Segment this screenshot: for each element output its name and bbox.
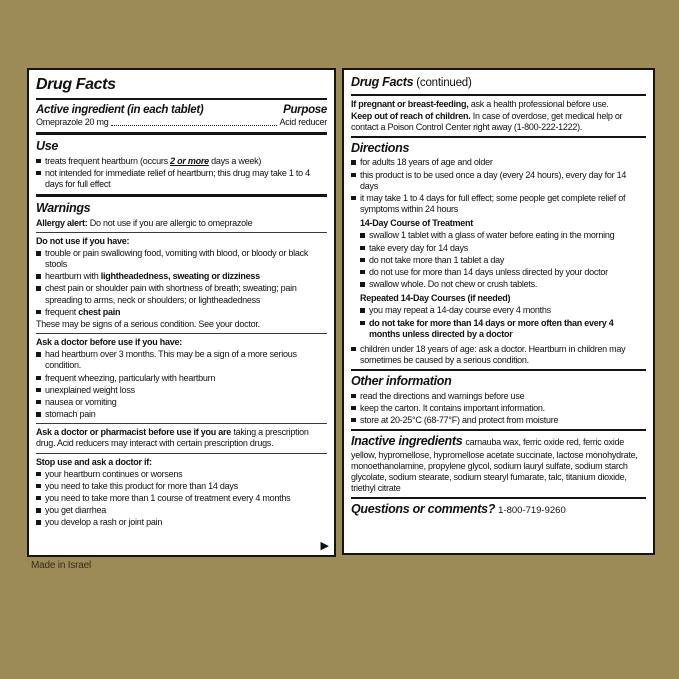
bullet-square-icon: [36, 469, 45, 480]
ingredient-purpose: Acid reducer: [279, 117, 327, 128]
bullet-item: [351, 170, 646, 192]
bullet-text: stomach pain: [45, 409, 96, 420]
keep-out-of-reach-text: Keep out of reach of children. In case of overdose, get medical help or contact a Poison Control Center right away (1-800-222-1222).: [351, 110, 623, 132]
continued-arrow-icon: ▶: [320, 540, 329, 552]
bullet-text: frequent chest pain: [45, 306, 121, 317]
bullet-item: [351, 403, 646, 414]
section-divider: [36, 194, 327, 197]
bullet-item: [360, 305, 646, 316]
ask-doctor-lead: Ask a doctor before use if you have:: [36, 337, 183, 348]
other-information-bullets: [351, 391, 646, 426]
bullet-text: frequent wheezing, particularly with heartburn: [45, 372, 216, 383]
section-divider: [351, 136, 646, 138]
bullet-text: take every day for 14 days: [369, 242, 469, 253]
stop-use-bullets: [36, 469, 327, 529]
other-information-heading: Other information: [351, 374, 452, 389]
bullet-text: store at 20-25°C (68-77°F) and protect from moisture: [360, 414, 559, 425]
section-divider: [36, 132, 327, 135]
bullet-text: you develop a rash or joint pain: [45, 517, 163, 528]
children-bullet: [351, 344, 646, 366]
bullet-item: [36, 505, 327, 516]
bullet-text: do not use for more than 14 days unless directed by your doctor: [369, 266, 608, 277]
bullet-square-icon: [36, 505, 45, 516]
bullet-square-icon: [36, 271, 45, 282]
subsection-divider: [36, 453, 327, 454]
bullet-text: your heartburn continues or worsens: [45, 468, 183, 479]
bullet-square-icon: [360, 230, 369, 241]
questions-para: [351, 502, 646, 518]
use-heading: Use: [36, 139, 59, 154]
course-subsection: [360, 218, 646, 340]
bullet-item: [360, 318, 646, 340]
bullet-square-icon: [36, 307, 45, 318]
bullet-square-icon: [36, 283, 45, 305]
bullet-item: [360, 279, 646, 290]
bullet-item: [36, 373, 327, 384]
bullet-item: [36, 156, 327, 167]
bullet-text: treats frequent heartburn (occurs 2 or more days a week): [45, 155, 262, 166]
pregnancy-warning-text: If pregnant or breast-feeding, ask a health professional before use.: [351, 98, 609, 109]
bullet-item: [36, 397, 327, 408]
bullet-item: [36, 469, 327, 480]
inactive-ingredients-text: carnauba wax, ferric oxide red, ferric oxide yellow, hypromellose, hypromellose acetate succinate, lactose monohydrate, monoethanolamine, propylene glycol, sodium lauryl sulfate, sodium starch glycolate, sodium stearate, sodium stearyl fumarate, talc, titanium dioxide, triethyl citrate: [351, 437, 638, 494]
bullet-item: [351, 391, 646, 402]
bullet-item: [36, 271, 327, 282]
bullet-text: you may repeat a 14-day course every 4 months: [369, 305, 551, 316]
bullet-item: [360, 230, 646, 241]
bullet-item: [351, 193, 646, 215]
bullet-square-icon: [351, 403, 360, 414]
drug-facts-continued-title-main: Drug Facts: [351, 75, 414, 89]
bullet-square-icon: [36, 397, 45, 408]
bullet-text: chest pain or shoulder pain with shortness of breath; sweating; pain spreading to arms, neck or shoulders; or lightheadedness: [45, 283, 297, 305]
use-bullets: [36, 156, 327, 190]
do-not-use-lead: Do not use if you have:: [36, 235, 130, 246]
bullet-item: [36, 481, 327, 492]
bullet-item: [360, 267, 646, 278]
bullet-item: [360, 243, 646, 254]
bullet-square-icon: [36, 248, 45, 270]
bullet-item: [351, 344, 646, 366]
made-in-label: Made in Israel: [31, 560, 92, 571]
bullet-square-icon: [360, 305, 369, 316]
directions-bullets: [351, 157, 646, 215]
bullet-square-icon: [351, 391, 360, 402]
bullet-text: heartburn with lightheadedness, sweating or dizziness: [45, 271, 260, 282]
bullet-text: children under 18 years of age: ask a doctor. Heartburn in children may sometimes be caused by a serious condition.: [360, 343, 626, 365]
subsection-divider: [36, 232, 327, 233]
bullet-square-icon: [360, 318, 369, 340]
bullet-square-icon: [351, 193, 360, 215]
bullet-item: [36, 409, 327, 420]
active-ingredient-row: [36, 117, 327, 128]
bullet-square-icon: [36, 517, 45, 528]
section-divider: [36, 98, 327, 100]
do-not-use-footer: These may be signs of a serious condition. See your doctor.: [36, 318, 260, 329]
drug-facts-panel-left: [27, 68, 336, 557]
bullet-text: had heartburn over 3 months. This may be a sign of a more serious condition.: [45, 349, 297, 371]
bullet-text: you need to take more than 1 course of treatment every 4 months: [45, 492, 291, 503]
bullet-item: [360, 255, 646, 266]
bullet-item: [36, 248, 327, 270]
section-divider: [351, 429, 646, 431]
bullet-item: [351, 415, 646, 426]
bullet-square-icon: [360, 255, 369, 266]
subsection-divider: [36, 423, 327, 424]
bullet-text: you get diarrhea: [45, 505, 107, 516]
drug-facts-continued-suffix: (continued): [413, 77, 472, 89]
bullet-square-icon: [36, 493, 45, 504]
bullet-text: nausea or vomiting: [45, 396, 117, 407]
bullet-text: read the directions and warnings before use: [360, 390, 525, 401]
bullet-square-icon: [36, 168, 45, 190]
ask-pharmacist-text: Ask a doctor or pharmacist before use if you are taking a prescription drug. Acid reducers may interact with certain prescription drugs.: [36, 427, 309, 449]
bullet-item: [36, 283, 327, 305]
drug-facts-panel-right: [342, 68, 655, 555]
section-divider: [351, 497, 646, 499]
bullet-square-icon: [360, 243, 369, 254]
section-divider: [351, 94, 646, 96]
directions-heading: Directions: [351, 140, 410, 155]
subsection-divider: [36, 333, 327, 334]
bullet-square-icon: [36, 373, 45, 384]
bullet-square-icon: [36, 349, 45, 371]
bullet-item: [36, 307, 327, 318]
bullet-text: do not take more than 1 tablet a day: [369, 254, 505, 265]
bullet-text: swallow whole. Do not chew or crush tablets.: [369, 279, 538, 290]
do-not-use-bullets: [36, 248, 327, 318]
questions-heading: Questions or comments?: [351, 502, 496, 517]
repeated-course-subheading: Repeated 14-Day Courses (if needed): [360, 293, 511, 304]
bullet-square-icon: [360, 267, 369, 278]
purpose-heading: Purpose: [283, 103, 327, 116]
bullet-text: keep the carton. It contains important information.: [360, 402, 545, 413]
bullet-text: it may take 1 to 4 days for full effect; some people get complete relief of symptoms within 24 hours: [360, 192, 626, 215]
bullet-text: this product is to be used once a day (every 24 hours), every day for 14 days: [360, 169, 627, 191]
bullet-text: unexplained weight loss: [45, 384, 135, 395]
bullet-text: trouble or pain swallowing food, vomiting with blood, or bloody or black stools: [45, 248, 309, 270]
bullet-square-icon: [351, 415, 360, 426]
repeated-course-bullets: [360, 305, 646, 339]
section-divider: [351, 369, 646, 371]
bullet-item: [36, 385, 327, 396]
bullet-item: [36, 493, 327, 504]
bullet-square-icon: [360, 279, 369, 290]
stop-use-lead: Stop use and ask a doctor if:: [36, 456, 152, 467]
course-subheading: 14-Day Course of Treatment: [360, 218, 474, 229]
bullet-item: [36, 349, 327, 371]
course-bullets: [360, 230, 646, 290]
active-ingredient-heading: Active ingredient (in each tablet): [36, 103, 204, 116]
active-ingredient-header: [36, 103, 327, 117]
bullet-text: for adults 18 years of age and older: [360, 157, 493, 168]
bullet-square-icon: [351, 157, 360, 168]
ingredient-name: Omeprazole 20 mg: [36, 117, 109, 128]
bullet-item: [36, 168, 327, 190]
inactive-ingredients-para: [351, 434, 646, 494]
drug-facts-title: Drug Facts: [36, 76, 116, 93]
bullet-square-icon: [36, 409, 45, 420]
bullet-square-icon: [351, 170, 360, 192]
warnings-heading: Warnings: [36, 201, 91, 216]
bullet-text: do not take for more than 14 days or more often than every 4 months unless directed by a doctor: [369, 317, 614, 339]
drug-facts-continued-title: [351, 75, 646, 91]
inactive-ingredients-heading: Inactive ingredients: [351, 434, 463, 449]
bullet-text: not intended for immediate relief of heartburn; this drug may take 1 to 4 days for full effect: [45, 167, 310, 190]
bullet-square-icon: [351, 344, 360, 366]
bullet-square-icon: [36, 385, 45, 396]
bullet-item: [351, 157, 646, 168]
bullet-square-icon: [36, 481, 45, 492]
questions-phone-number: 1-800-719-9260: [498, 505, 566, 517]
allergy-alert-text: Allergy alert: Do not use if you are allergic to omeprazole: [36, 217, 253, 228]
bullet-item: [36, 517, 327, 528]
bullet-text: swallow 1 tablet with a glass of water before eating in the morning: [369, 230, 615, 241]
bullet-text: you need to take this product for more than 14 days: [45, 480, 238, 491]
dotted-leader: [111, 124, 278, 126]
ask-doctor-bullets: [36, 349, 327, 420]
bullet-square-icon: [36, 156, 45, 167]
